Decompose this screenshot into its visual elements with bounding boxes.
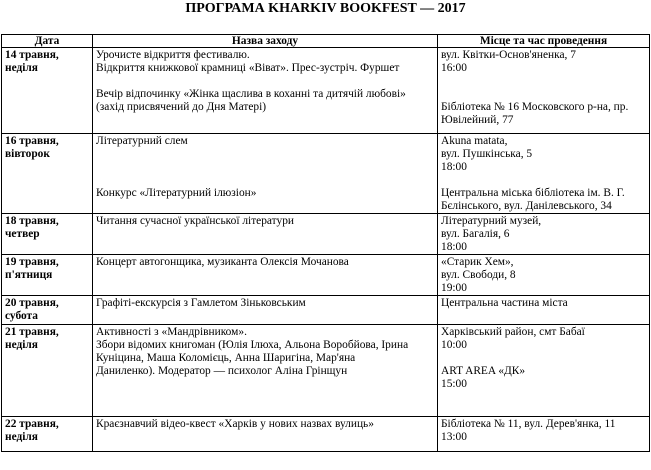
cell-line: вул. Квітки-Основ'яненка, 7 bbox=[441, 49, 576, 61]
cell-line: Центральна частина міста bbox=[441, 297, 568, 309]
cell-line: 18 травня, bbox=[5, 215, 59, 227]
cell-line: Конкурс «Літературний ілюзіон» bbox=[96, 187, 257, 199]
cell-line: 10:00 bbox=[441, 339, 467, 351]
cell-line: 16 травня, bbox=[5, 135, 59, 147]
cell-line: 15:00 bbox=[441, 378, 467, 390]
date-cell bbox=[2, 48, 93, 134]
spacer bbox=[96, 75, 434, 88]
date-cell bbox=[2, 255, 93, 296]
cell-line: 22 травня, bbox=[5, 418, 59, 430]
place-cell bbox=[438, 325, 650, 417]
event-cell bbox=[93, 134, 438, 214]
cell-line: Центральна міська бібліотека ім. В. Г. bbox=[441, 187, 625, 199]
cell-line: вул. Багалія, 6 bbox=[441, 228, 510, 240]
cell-line: 20 травня, bbox=[5, 297, 59, 309]
date-cell bbox=[2, 417, 93, 452]
table-header-row bbox=[2, 35, 650, 48]
table-row bbox=[2, 214, 650, 255]
cell-line: Збори відомих книгоман (Юлія Ілюха, Альона Воробйова, Ірина bbox=[96, 339, 409, 351]
cell-line: Літературний слем bbox=[96, 135, 188, 147]
cell-line: субота bbox=[5, 310, 38, 322]
cell-line: четвер bbox=[5, 228, 40, 240]
cell-line: вівторок bbox=[5, 148, 50, 160]
place-cell bbox=[438, 134, 650, 214]
cell-line: Бібліотека № 16 Московского р-на, пр. bbox=[441, 101, 629, 113]
cell-line: Урочисте відкриття фестивалю. bbox=[96, 49, 250, 61]
cell-line: Вечір відпочинку «Жінка щаслива в коханні та дитячій любові» bbox=[96, 88, 406, 100]
header-place: Місце та час проведення bbox=[438, 35, 650, 48]
cell-line: 14 травня, bbox=[5, 49, 59, 61]
cell-line: Ювілейний, 77 bbox=[441, 114, 514, 126]
cell-line: Активності з «Мандрівником». bbox=[96, 326, 247, 338]
table-row bbox=[2, 325, 650, 417]
spacer bbox=[441, 174, 646, 187]
date-cell bbox=[2, 134, 93, 214]
spacer bbox=[96, 161, 434, 174]
cell-line: (захід присвячений до Дня Матері) bbox=[96, 101, 267, 113]
cell-line: 21 травня, bbox=[5, 326, 59, 338]
cell-line: Читання сучасної української літератури bbox=[96, 215, 295, 227]
date-cell bbox=[2, 325, 93, 417]
spacer bbox=[441, 352, 646, 365]
cell-line: ART AREA «ДК» bbox=[441, 365, 526, 377]
event-cell bbox=[93, 214, 438, 255]
cell-line: Akuna matata, bbox=[441, 135, 508, 147]
program-table bbox=[1, 34, 650, 452]
cell-line: Графіті-екскурсія з Гамлетом Зіньковським bbox=[96, 297, 306, 309]
cell-line: неділя bbox=[5, 62, 38, 74]
cell-line: 19 травня, bbox=[5, 256, 59, 268]
spacer bbox=[441, 88, 646, 101]
table-row bbox=[2, 417, 650, 452]
event-cell bbox=[93, 255, 438, 296]
spacer bbox=[96, 148, 434, 161]
cell-line: Літературний музей, bbox=[441, 215, 542, 227]
cell-line: 19:00 bbox=[441, 282, 467, 294]
cell-line: Концерт автогонщика, музиканта Олексія Мочанова bbox=[96, 256, 349, 268]
table-row bbox=[2, 134, 650, 214]
cell-line: Бєлінського, вул. Данілевського, 34 bbox=[441, 200, 612, 212]
date-cell bbox=[2, 214, 93, 255]
event-cell bbox=[93, 325, 438, 417]
cell-line: 18:00 bbox=[441, 241, 467, 253]
event-cell bbox=[93, 417, 438, 452]
cell-line: Відкриття книжкової крамниці «Віват». Прес-зустріч. Фуршет bbox=[96, 62, 400, 74]
cell-line: п'ятниця bbox=[5, 269, 53, 281]
place-cell bbox=[438, 296, 650, 325]
event-cell bbox=[93, 296, 438, 325]
cell-line: Даниленко). Модератор — психолог Аліна Грінщун bbox=[96, 365, 348, 377]
place-cell bbox=[438, 417, 650, 452]
table-row bbox=[2, 48, 650, 134]
event-cell bbox=[93, 48, 438, 134]
cell-line: 18:00 bbox=[441, 161, 467, 173]
place-cell bbox=[438, 48, 650, 134]
cell-line: неділя bbox=[5, 431, 38, 443]
cell-line: 13:00 bbox=[441, 431, 467, 443]
cell-line: Бібліотека № 11, вул. Дерев'янка, 11 bbox=[441, 418, 616, 430]
page-title: ПРОГРАМА KHARKIV BOOKFEST — 2017 bbox=[185, 1, 466, 16]
cell-line: «Старик Хем», bbox=[441, 256, 514, 268]
place-cell bbox=[438, 255, 650, 296]
cell-line: Кунiцина, Маша Коломієць, Анна Шаригіна, Мар'яна bbox=[96, 352, 356, 364]
cell-line: Краєзнавчий відео-квест «Харків у нових назвах вулиць» bbox=[96, 418, 374, 430]
header-date: Дата bbox=[2, 35, 93, 48]
table-row bbox=[2, 255, 650, 296]
spacer bbox=[96, 174, 434, 187]
header-event: Назва заходу bbox=[93, 35, 438, 48]
date-cell bbox=[2, 296, 93, 325]
cell-line: вул. Пушкінська, 5 bbox=[441, 148, 533, 160]
spacer bbox=[441, 75, 646, 88]
table-row bbox=[2, 296, 650, 325]
cell-line: неділя bbox=[5, 339, 38, 351]
cell-line: вул. Свободи, 8 bbox=[441, 269, 516, 281]
cell-line: Харківський район, смт Бабаї bbox=[441, 326, 585, 338]
cell-line: 16:00 bbox=[441, 62, 467, 74]
place-cell bbox=[438, 214, 650, 255]
